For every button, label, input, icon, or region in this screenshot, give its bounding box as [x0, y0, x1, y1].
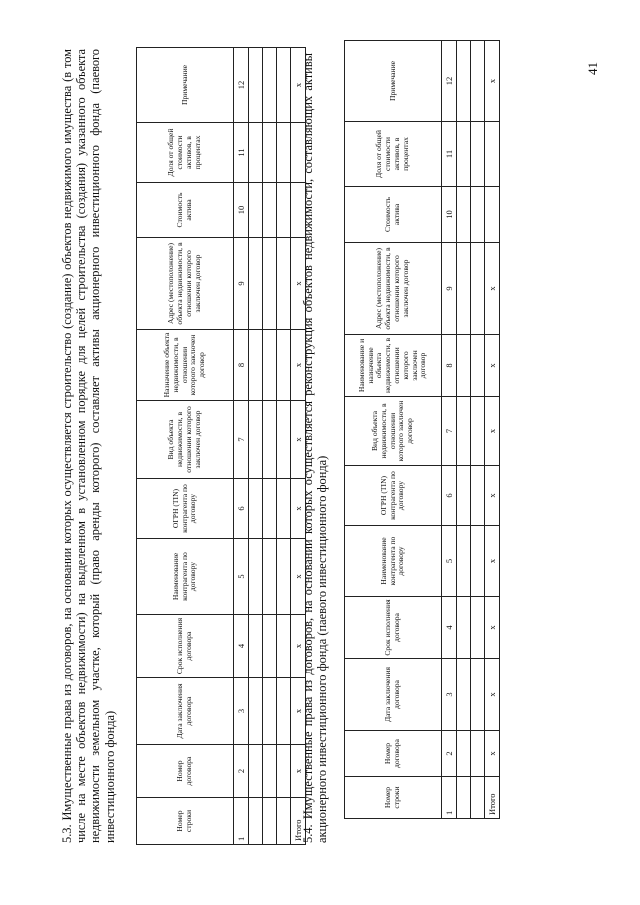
section-5-4-heading: 5.4. Имущественные права из договоров, на основании которых осуществляется реконструкция объектов недвижимости, составляющих активы акционерного инвестиционного фонда (паевого инвестиционного фонда): [301, 53, 330, 843]
column-header: Дата заключения договора: [345, 659, 442, 731]
total-cell: x: [291, 479, 306, 539]
column-number: 11: [442, 122, 457, 187]
table-row: [277, 48, 291, 845]
column-number: 8: [234, 330, 249, 401]
column-number: 3: [234, 678, 249, 745]
column-number-row: [234, 48, 249, 845]
total-cell: x: [485, 597, 500, 659]
table-cell: [471, 397, 485, 466]
table-cell: [249, 183, 263, 238]
column-number: 1: [234, 798, 249, 845]
column-number: 12: [234, 48, 249, 123]
column-header: Вид объекта недвижимости, в отношении которого заключен договор: [137, 401, 234, 479]
table-cell: [457, 731, 471, 777]
column-number: 2: [234, 745, 249, 798]
column-header: Примечание: [345, 41, 442, 122]
total-cell: x: [485, 335, 500, 397]
table-cell: [471, 122, 485, 187]
column-header: Номер договора: [345, 731, 442, 777]
column-number: 7: [234, 401, 249, 479]
column-header: Наименование и назначение объекта недвижимости, в отношении которого заключен договор: [345, 335, 442, 397]
table-cell: [471, 243, 485, 335]
table-cell: [457, 41, 471, 122]
table-cell: [471, 659, 485, 731]
table-cell: [277, 539, 291, 615]
page-number: 41: [585, 62, 600, 75]
total-cell: x: [291, 745, 306, 798]
table-cell: [249, 479, 263, 539]
column-number: 5: [234, 539, 249, 615]
table-cell: [277, 615, 291, 678]
column-number: 9: [234, 238, 249, 330]
column-header: Примечание: [137, 48, 234, 123]
table-cell: [277, 123, 291, 183]
table-cell: [263, 539, 277, 615]
column-header: Срок исполнения договора: [137, 615, 234, 678]
table-cell: [471, 41, 485, 122]
table-cell: [471, 335, 485, 397]
table-cell: [277, 798, 291, 845]
column-number-row: [442, 41, 457, 819]
column-number: 4: [442, 597, 457, 659]
table-cell: [263, 48, 277, 123]
table-cell: [457, 466, 471, 526]
total-cell: x: [485, 659, 500, 731]
total-cell: x: [291, 238, 306, 330]
column-number: 9: [442, 243, 457, 335]
column-header: Номер договора: [137, 745, 234, 798]
table-cell: [263, 238, 277, 330]
total-cell: x: [485, 41, 500, 122]
table-cell: [471, 731, 485, 777]
section-5-3-table: [136, 47, 306, 845]
table-header-row: [345, 41, 442, 819]
total-label: Итого: [291, 798, 306, 845]
total-cell: x: [485, 397, 500, 466]
column-header: Срок исполнения договора: [345, 597, 442, 659]
table-cell: [249, 401, 263, 479]
table-cell: [471, 526, 485, 597]
table-cell: [457, 187, 471, 243]
column-number: 4: [234, 615, 249, 678]
table-cell: [471, 597, 485, 659]
table-cell: [457, 659, 471, 731]
column-number: 8: [442, 335, 457, 397]
table-cell: [249, 798, 263, 845]
column-header: ОГРН (TIN) контрагента по договору: [137, 479, 234, 539]
column-number: 6: [442, 466, 457, 526]
table-cell: [457, 526, 471, 597]
total-cell: x: [291, 330, 306, 401]
column-number: 3: [442, 659, 457, 731]
table-cell: [457, 122, 471, 187]
column-header: Номер строки: [345, 777, 442, 819]
table-cell: [249, 745, 263, 798]
total-cell: x: [485, 731, 500, 777]
table-cell: [277, 330, 291, 401]
total-cell: x: [485, 243, 500, 335]
column-number: 2: [442, 731, 457, 777]
table-cell: [457, 397, 471, 466]
column-number: 10: [442, 187, 457, 243]
table-cell: [277, 479, 291, 539]
table-row: [263, 48, 277, 845]
table-cell: [249, 48, 263, 123]
table-cell: [457, 335, 471, 397]
column-header: Наименование контрагента по договору: [137, 539, 234, 615]
table-cell: [457, 777, 471, 819]
total-cell: x: [291, 48, 306, 123]
column-number: 7: [442, 397, 457, 466]
table-cell: [457, 597, 471, 659]
column-header: Стоимость актива: [345, 187, 442, 243]
column-header: Наименование контрагента по договору: [345, 526, 442, 597]
total-label: Итого: [485, 777, 500, 819]
column-number: 12: [442, 41, 457, 122]
table-cell: [471, 187, 485, 243]
table-cell: [263, 123, 277, 183]
column-header: Назначение объекта недвижимости, в отношении которого заключен договор: [137, 330, 234, 401]
column-header: Стоимость актива: [137, 183, 234, 238]
column-number: 10: [234, 183, 249, 238]
table-cell: [249, 123, 263, 183]
total-cell: x: [485, 526, 500, 597]
column-header: Доля от общей стоимости активов, в процентах: [137, 123, 234, 183]
column-header: Доля от общей стоимости активов, в процентах: [345, 122, 442, 187]
table-cell: [263, 678, 277, 745]
column-header: Номер строки: [137, 798, 234, 845]
column-number: 6: [234, 479, 249, 539]
table-cell: [263, 745, 277, 798]
table-cell: [457, 243, 471, 335]
table-cell: [277, 678, 291, 745]
table-cell: [249, 615, 263, 678]
table-row: [249, 48, 263, 845]
column-number: 1: [442, 777, 457, 819]
total-cell: x: [485, 466, 500, 526]
table-cell: [249, 539, 263, 615]
column-header: Дата заключения договора: [137, 678, 234, 745]
table-cell: [263, 615, 277, 678]
column-header: ОГРН (TIN) контрагента по договору: [345, 466, 442, 526]
table-cell: [277, 183, 291, 238]
table-cell: [249, 238, 263, 330]
table-cell: [263, 798, 277, 845]
table-cell: [277, 745, 291, 798]
table-cell: [263, 479, 277, 539]
table-cell: [277, 48, 291, 123]
table-cell: [471, 466, 485, 526]
total-cell: x: [291, 401, 306, 479]
table-cell: [249, 678, 263, 745]
total-cell: x: [291, 615, 306, 678]
table-cell: [263, 183, 277, 238]
table-cell: [263, 330, 277, 401]
total-row: [485, 41, 500, 819]
table-cell: [471, 777, 485, 819]
column-number: 11: [234, 123, 249, 183]
table-cell: [277, 238, 291, 330]
column-number: 5: [442, 526, 457, 597]
table-row: [457, 41, 471, 819]
section-5-3-heading: 5.3. Имущественные права из договоров, на основании которых осуществляется строительство (создание) объектов недвижимого имущества (в том числе на месте объектов недвижимости) на выделенном в установленном порядке для целей строительства (создания) указанного объекта недвижимости земельном участке, который (право аренды которого) составляет активы акционерного инвестиционного фонда (паевого инвестиционного фонда): [60, 49, 117, 843]
section-5-4-table: [344, 40, 500, 819]
table-cell: [263, 401, 277, 479]
table-row: [471, 41, 485, 819]
total-cell: x: [291, 678, 306, 745]
table-cell: [249, 330, 263, 401]
table-cell: [277, 401, 291, 479]
column-header: Адрес (местоположение) объекта недвижимости, в отношении которого заключен договор: [137, 238, 234, 330]
table-header-row: [137, 48, 234, 845]
total-cell: [485, 187, 500, 243]
column-header: Вид объекта недвижимости, в отношении которого заключен договор: [345, 397, 442, 466]
total-cell: x: [291, 539, 306, 615]
total-cell: [485, 122, 500, 187]
column-header: Адрес (местоположение) объекта недвижимости, в отношении которого заключен договор: [345, 243, 442, 335]
